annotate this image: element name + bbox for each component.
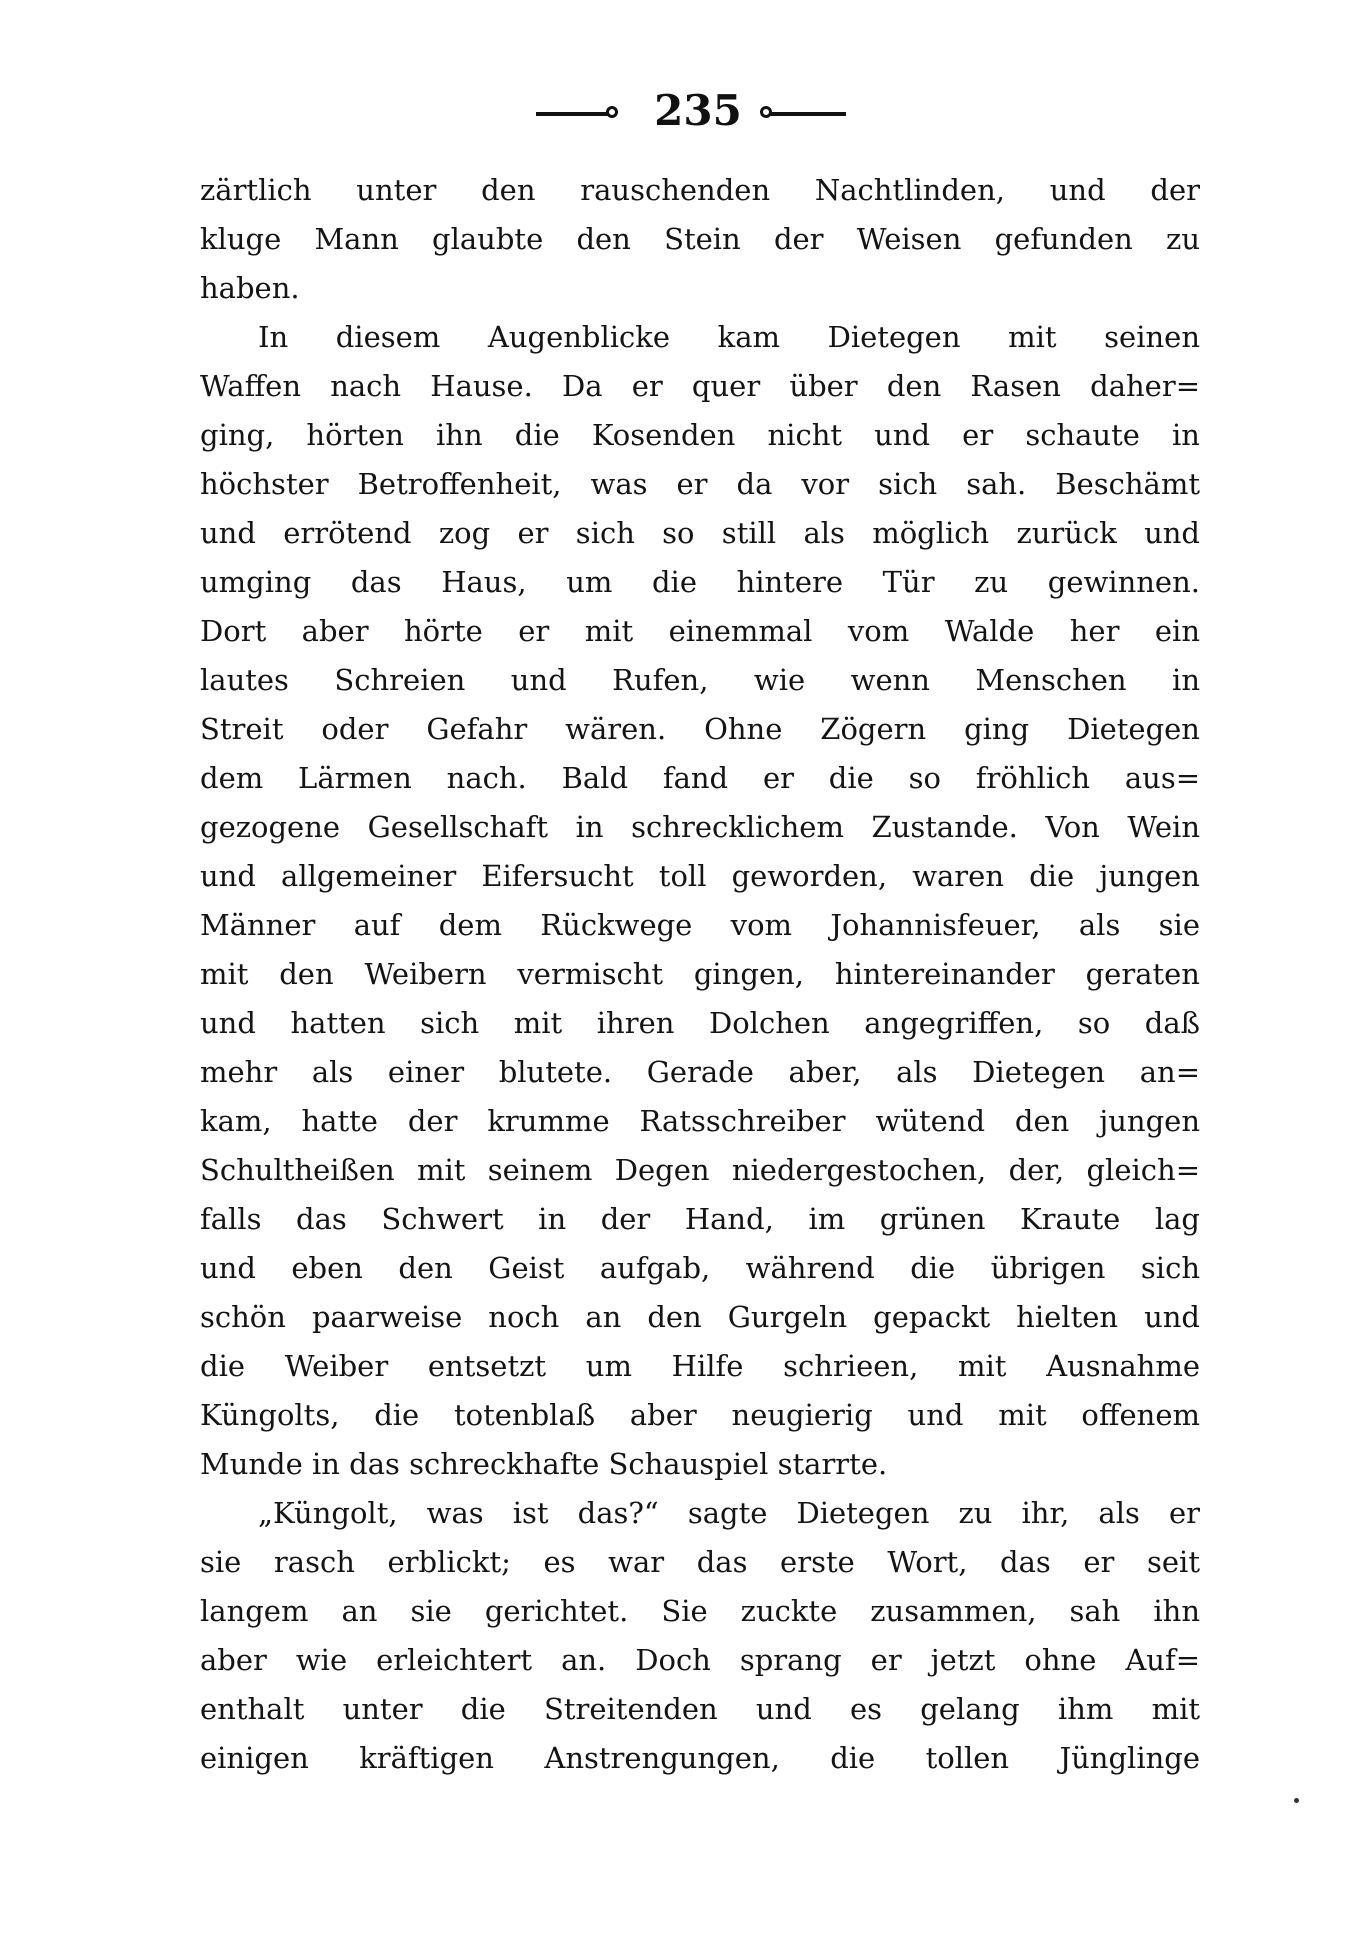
text-line: Männer auf dem Rückwege vom Johannisfeuer, als sie bbox=[200, 908, 1200, 942]
text-line: und allgemeiner Eifersucht toll geworden, waren die jungen bbox=[200, 859, 1200, 893]
text-line: die Weiber entsetzt um Hilfe schrieen, mit Ausnahme bbox=[200, 1349, 1200, 1383]
header-ornament-left bbox=[606, 106, 618, 118]
text-line: „Küngolt, was ist das?“ sagte Dietegen zu ihr, als er bbox=[258, 1496, 1200, 1530]
header-rule-right bbox=[770, 112, 846, 116]
text-line: schön paarweise noch an den Gurgeln gepackt hielten und bbox=[200, 1300, 1200, 1334]
text-line: langem an sie gerichtet. Sie zuckte zusammen, sah ihn bbox=[200, 1594, 1200, 1628]
text-line: kam, hatte der krumme Ratsschreiber wütend den jungen bbox=[200, 1104, 1200, 1138]
ink-speck bbox=[1294, 1798, 1299, 1803]
text-line: haben. bbox=[200, 271, 300, 305]
text-line: Waffen nach Hause. Da er quer über den Rasen daher= bbox=[200, 369, 1200, 403]
text-line: Streit oder Gefahr wären. Ohne Zögern ging Dietegen bbox=[200, 712, 1200, 746]
text-line: sie rasch erblickt; es war das erste Wort, das er seit bbox=[200, 1545, 1200, 1579]
text-line: Schultheißen mit seinem Degen niedergestochen, der, gleich= bbox=[200, 1153, 1200, 1187]
text-line: Dort aber hörte er mit einemmal vom Walde her ein bbox=[200, 614, 1200, 648]
text-line: und eben den Geist aufgab, während die übrigen sich bbox=[200, 1251, 1200, 1285]
body-text bbox=[200, 166, 1200, 1783]
text-line: einigen kräftigen Anstrengungen, die tollen Jünglinge bbox=[200, 1741, 1200, 1775]
text-line: dem Lärmen nach. Bald fand er die so fröhlich aus= bbox=[200, 761, 1200, 795]
text-line: enthalt unter die Streitenden und es gelang ihm mit bbox=[200, 1692, 1200, 1726]
text-line: Munde in das schreckhafte Schauspiel starrte. bbox=[200, 1447, 888, 1481]
text-line: In diesem Augenblicke kam Dietegen mit seinen bbox=[258, 320, 1200, 354]
text-line: höchster Betroffenheit, was er da vor sich sah. Beschämt bbox=[200, 467, 1200, 501]
text-line: mit den Weibern vermischt gingen, hintereinander geraten bbox=[200, 957, 1200, 991]
text-line: gezogene Gesellschaft in schrecklichem Zustande. Von Wein bbox=[200, 810, 1200, 844]
text-line: mehr als einer blutete. Gerade aber, als Dietegen an= bbox=[200, 1055, 1200, 1089]
text-line: Küngolts, die totenblaß aber neugierig und mit offenem bbox=[200, 1398, 1200, 1432]
text-line: ging, hörten ihn die Kosenden nicht und er schaute in bbox=[200, 418, 1200, 452]
text-line: umging das Haus, um die hintere Tür zu gewinnen. bbox=[200, 565, 1200, 599]
page-header bbox=[0, 88, 1346, 134]
text-line: zärtlich unter den rauschenden Nachtlinden, und der bbox=[200, 173, 1200, 207]
text-line: lautes Schreien und Rufen, wie wenn Menschen in bbox=[200, 663, 1200, 697]
text-line: und errötend zog er sich so still als möglich zurück und bbox=[200, 516, 1200, 550]
text-line: kluge Mann glaubte den Stein der Weisen gefunden zu bbox=[200, 222, 1200, 256]
header-rule-left bbox=[536, 112, 612, 116]
page-number: 235 bbox=[654, 86, 742, 135]
text-line: aber wie erleichtert an. Doch sprang er jetzt ohne Auf= bbox=[200, 1643, 1200, 1677]
text-line: falls das Schwert in der Hand, im grünen Kraute lag bbox=[200, 1202, 1200, 1236]
text-line: und hatten sich mit ihren Dolchen angegriffen, so daß bbox=[200, 1006, 1200, 1040]
